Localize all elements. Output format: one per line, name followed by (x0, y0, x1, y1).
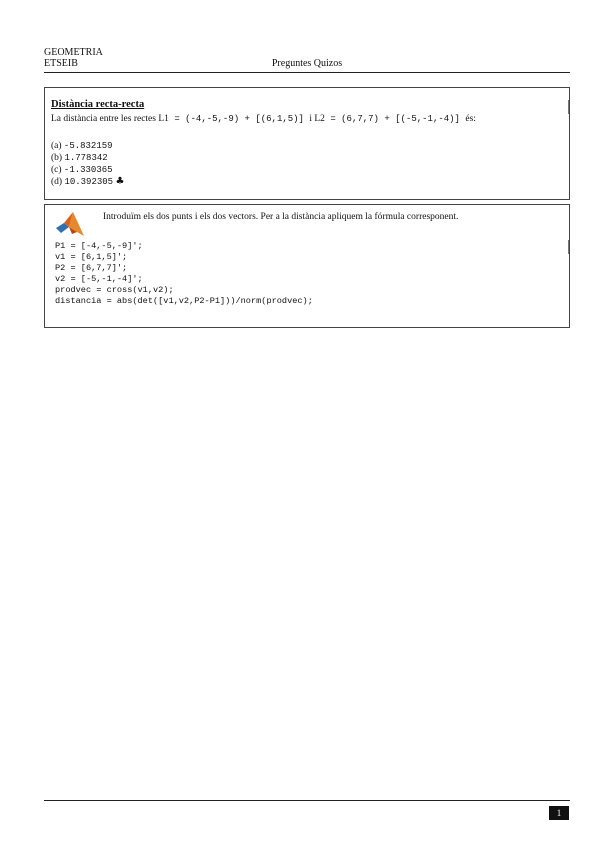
code-line: prodvec = cross(v1,v2); (55, 285, 174, 295)
correct-answer-club-icon: ♣ (115, 176, 125, 187)
option-a (51, 140, 124, 152)
question-title: Distància recta-recta (51, 99, 145, 110)
solution-intro: Introduïm els dos punts i els dos vectors. Per a la distància apliquem la fórmula corresponent. (103, 212, 459, 222)
code-block (55, 241, 313, 307)
line-1-label: L1 (158, 114, 169, 124)
code-line: P1 = [-4,-5,-9]'; (55, 241, 143, 251)
answer-options (51, 140, 124, 188)
section-title: Preguntes Quizos (271, 58, 343, 69)
margin-mark (568, 100, 569, 114)
statement-suffix: és: (465, 114, 476, 124)
page-header (44, 47, 570, 71)
option-c (51, 164, 124, 176)
header-divider (44, 72, 570, 73)
margin-mark (568, 240, 569, 254)
line-1-definition: = (-4,-5,-9) + [(6,1,5)] (168, 114, 310, 124)
code-line: v1 = [6,1,5]'; (55, 252, 128, 262)
line-2-definition: = (6,7,7) + [(-5,-1,-4)] (324, 114, 466, 124)
code-line: distancia = abs(det([v1,v2,P2-P1]))/norm(prodvec); (55, 296, 313, 306)
option-letter: (d) (51, 177, 63, 187)
matlab-logo-icon (55, 210, 85, 238)
answer-box (44, 204, 570, 328)
option-value: -5.832159 (63, 141, 113, 151)
option-value: -1.330365 (63, 165, 113, 175)
code-line: P2 = [6,7,7]'; (55, 263, 128, 273)
option-value: 10.392305 (64, 177, 114, 187)
option-letter: (b) (51, 153, 63, 163)
code-line: v2 = [-5,-1,-4]'; (55, 274, 143, 284)
option-letter: (c) (51, 165, 62, 175)
question-box (44, 87, 570, 200)
statement-prefix: La distància entre les rectes (51, 114, 159, 124)
line-2-label: L2 (314, 114, 325, 124)
option-b (51, 152, 124, 164)
course-name: GEOMETRIA (44, 47, 103, 58)
option-d (51, 176, 124, 188)
header-row (44, 58, 570, 71)
school-name: ETSEIB (44, 58, 78, 69)
option-value: 1.778342 (64, 153, 108, 163)
option-letter: (a) (51, 141, 62, 151)
page-number: 1 (549, 806, 569, 820)
statement-joiner: i (309, 114, 315, 124)
question-statement (51, 114, 476, 124)
footer-divider (44, 800, 570, 801)
